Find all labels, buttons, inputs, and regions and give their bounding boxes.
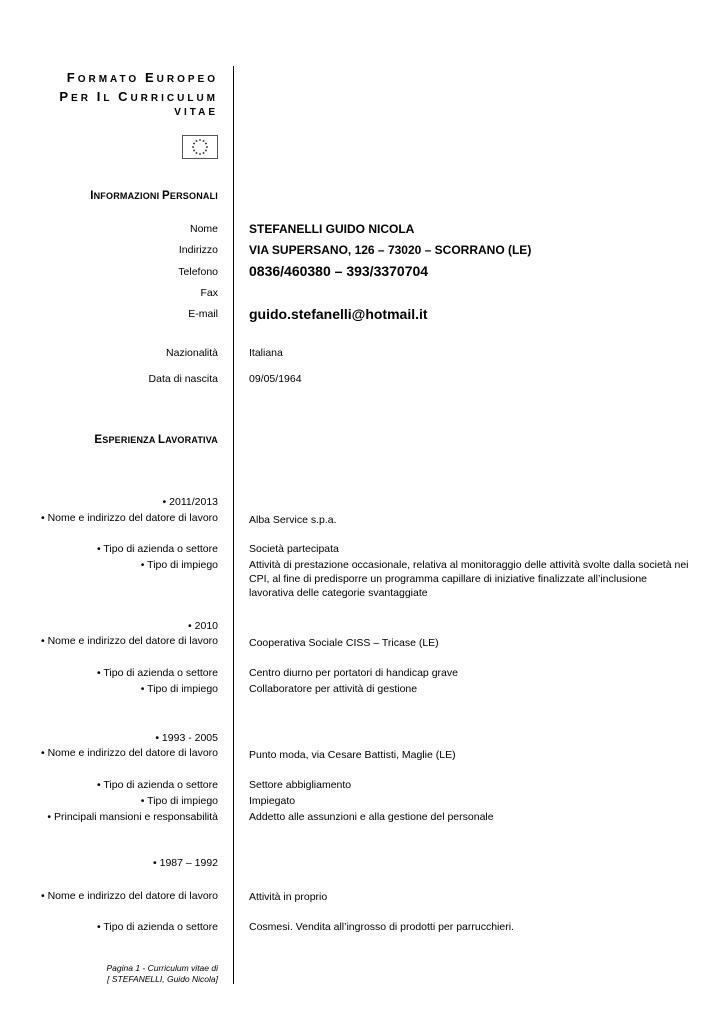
- footer-line1: Pagina 1 - Curriculum vitae di: [106, 963, 218, 973]
- sector-label-4: • Tipo di azienda o settore: [96, 921, 218, 933]
- label-email: E-mail: [188, 308, 218, 320]
- value-email[interactable]: guido.stefanelli@hotmail.it: [249, 306, 428, 322]
- job-label-1: • Tipo di impiego: [140, 559, 218, 571]
- period-3: • 1993 - 2005: [155, 732, 218, 744]
- sector-1: Società partecipata: [249, 543, 339, 555]
- employer-label-3: • Nome e indirizzo del datore di lavoro: [40, 747, 218, 759]
- label-nome: Nome: [189, 223, 218, 235]
- period-2: • 2010: [188, 620, 218, 632]
- cv-title-line3: VITAE: [174, 107, 218, 118]
- job-label-3: • Tipo di impiego: [140, 795, 218, 807]
- section-title-experience: ESPERIENZA LAVORATIVA: [94, 434, 218, 446]
- label-fax: Fax: [200, 287, 218, 299]
- employer-2: Cooperativa Sociale CISS – Tricase (LE): [249, 637, 439, 649]
- employer-label-1: • Nome e indirizzo del datore di lavoro: [40, 512, 218, 524]
- sector-3: Settore abbigliamento: [249, 779, 352, 791]
- period-1: • 2011/2013: [162, 496, 218, 508]
- sector-label-3: • Tipo di azienda o settore: [96, 779, 218, 791]
- label-data-nascita: Data di nascita: [148, 373, 218, 385]
- section-title-personal: INFORMAZIONI PERSONALI: [90, 190, 218, 202]
- sector-label-2: • Tipo di azienda o settore: [96, 667, 218, 679]
- employer-3: Punto moda, via Cesare Battisti, Maglie (LE): [249, 749, 456, 761]
- footer-line2: [ STEFANELLI, Guido Nicola]: [107, 974, 218, 984]
- cv-title-line2: PER IL CURRICULUM: [59, 89, 218, 104]
- job-label-2: • Tipo di impiego: [140, 683, 218, 695]
- value-indirizzo: VIA SUPERSANO, 126 – 73020 – SCORRANO (LE): [249, 243, 532, 257]
- value-nazionalita: Italiana: [249, 347, 283, 359]
- employer-label-2: • Nome e indirizzo del datore di lavoro: [40, 635, 218, 647]
- job-2: Collaboratore per attività di gestione: [249, 683, 418, 695]
- duties-3: Addetto alle assunzioni e alla gestione del personale: [249, 811, 494, 823]
- column-divider: [233, 66, 234, 984]
- sector-2: Centro diurno per portatori di handicap grave: [249, 667, 458, 679]
- label-nazionalita: Nazionalità: [166, 347, 218, 359]
- label-indirizzo: Indirizzo: [178, 244, 218, 256]
- employer-label-4: • Nome e indirizzo del datore di lavoro: [40, 890, 218, 902]
- page-footer: [107, 963, 219, 985]
- sector-label-1: • Tipo di azienda o settore: [96, 543, 218, 555]
- value-telefono: 0836/460380 – 393/3370704: [249, 263, 429, 279]
- employer-4: Attività in proprio: [249, 891, 328, 903]
- period-4: • 1987 – 1992: [153, 857, 218, 869]
- employer-1: Alba Service s.p.a.: [249, 514, 337, 526]
- value-nome: STEFANELLI GUIDO NICOLA: [249, 222, 415, 236]
- job-3: Impiegato: [249, 795, 296, 807]
- job-1: Attività di prestazione occasionale, relativa al monitoraggio delle attività svolte dalla società nei CPI, al fine di predisporre un programma capillare di iniziative finalizzate all’inclusione lavorativa delle categorie svantaggiate: [249, 559, 689, 599]
- cv-title-line1: FORMATO EUROPEO: [66, 70, 218, 85]
- duties-label-3: • Principali mansioni e responsabilità: [47, 811, 218, 823]
- eu-flag-icon: [182, 135, 218, 159]
- value-data-nascita: 09/05/1964: [249, 373, 302, 385]
- label-telefono: Telefono: [178, 266, 218, 278]
- sector-4: Cosmesi. Vendita all’ingrosso di prodotti per parrucchieri.: [249, 921, 514, 933]
